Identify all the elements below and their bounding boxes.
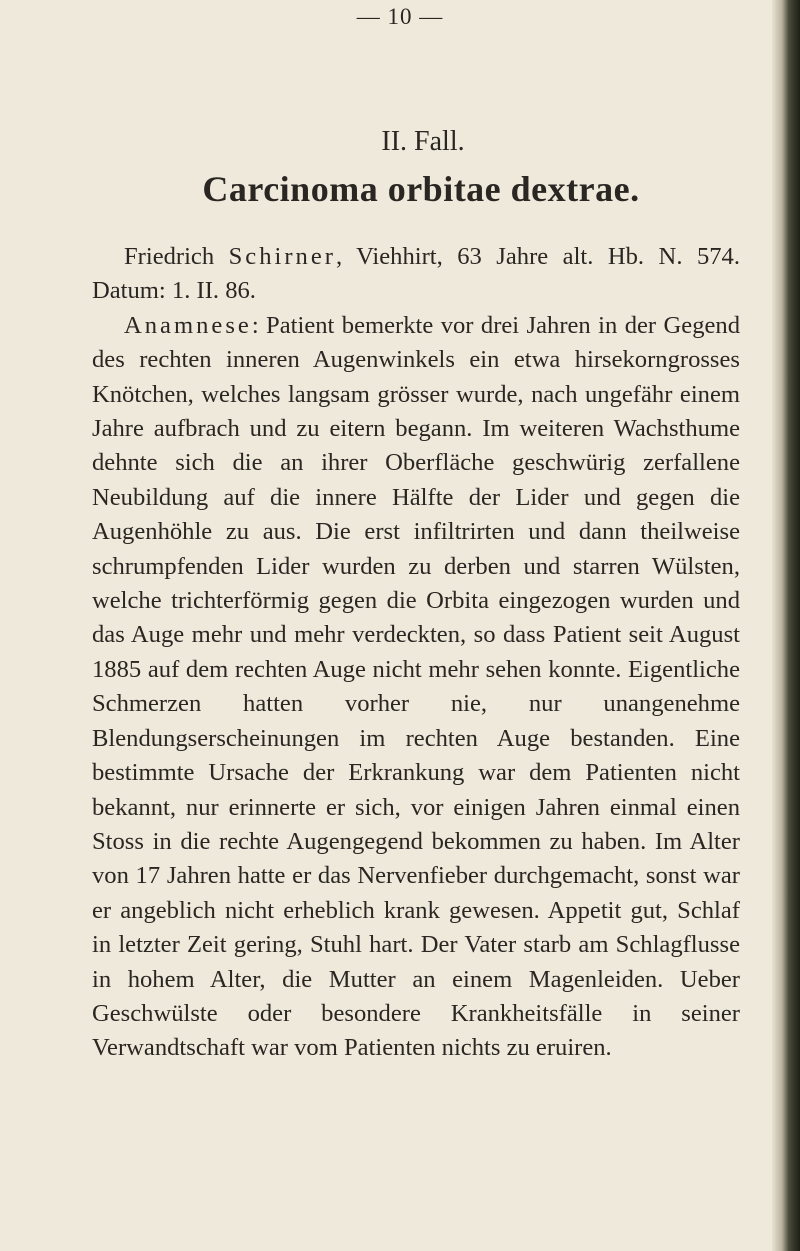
anamnese-text: : Patient bemerkte vor drei Jahren in der Gegend des rechten inneren Augenwinkels ein etwa hirsekorngrosses Knötchen, welches langsam grösser wurde, nach ungefähr einem Jahre aufbrach und zu eitern begann. Im weiteren Wachsthume dehnte sich die an ihrer Oberfläche geschwürig zerfallene Neubildung auf die innere Hälfte der Lider und gegen die Augenhöhle zu aus. Die erst infiltrirten und dann theilweise schrumpfenden Lider wurden zu derben und starren Wülsten, welche trichterförmig gegen die Orbita eingezogen wurden und das Auge mehr und mehr verdeckten, so dass Patient seit August 1885 auf dem rechten Auge nicht mehr sehen konnte. Eigentliche Schmerzen hatten vorher nie, nur unangenehme Blendungserscheinungen im rechten Auge bestanden. Eine bestimmte Ursache der Erkrankung war dem Patienten nicht bekannt, nur erinnerte er sich, vor einigen Jahren einmal einen Stoss in die rechte Augengegend bekommen zu haben. Im Alter von 17 Jahren hatte er das Nervenfieber durchgemacht, sonst war er angeblich nicht erheblich krank gewesen. Appetit gut, Schlaf in letzter Zeit gering, Stuhl hart. Der Vater starb am Schlagflusse in hohem Alter, die Mutter an einem Magenleiden. Ueber Geschwülste oder besondere Krankheitsfälle in seiner Verwandtschaft war vom Patienten nichts zu eruiren. [92,311,740,1062]
intro-paragraph [92,240,740,309]
patient-first-name: Friedrich [124,243,229,270]
anamnese-paragraph [92,309,740,1066]
anamnese-label: Anamnese [124,311,252,339]
page-number: — 10 — [356,4,444,29]
case-title: Carcinoma orbitae dextrae. [202,169,640,209]
patient-details: , Viehhirt, 63 Jahre alt. Hb. N. 574. Datum: 1. II. 86. [92,243,740,305]
body-text [92,240,740,1066]
case-heading: II. Fall. [381,126,465,157]
patient-surname: Schirner [228,243,336,270]
